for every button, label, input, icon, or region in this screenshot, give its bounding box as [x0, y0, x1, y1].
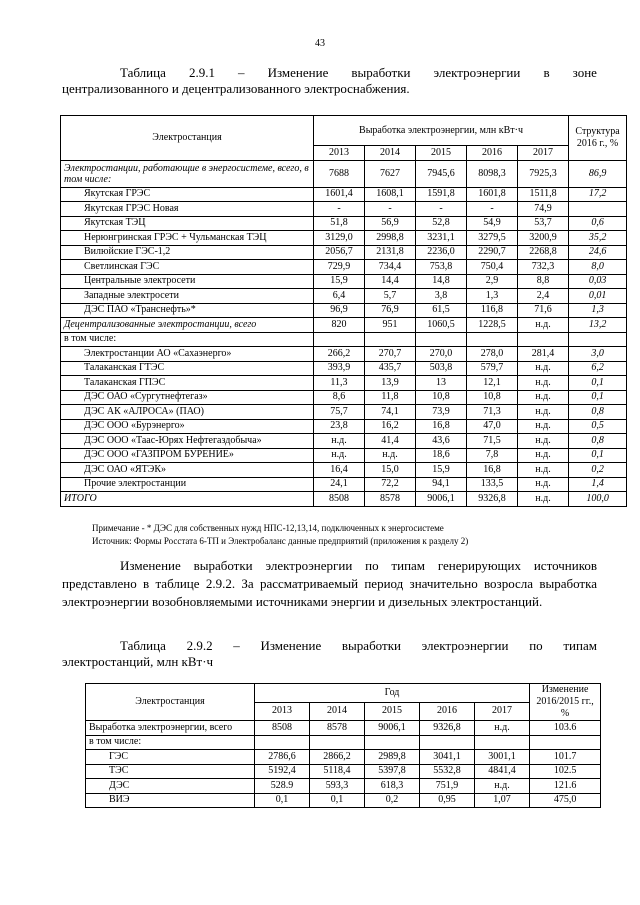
output-value: 435,7: [365, 361, 416, 376]
table-row: [61, 289, 627, 304]
table-row: [86, 764, 601, 779]
output-value: 54,9: [467, 216, 518, 231]
table-2-9-1: [60, 115, 627, 507]
station-name: ИТОГО: [61, 492, 314, 507]
station-name: Якутская ТЭЦ: [61, 216, 314, 231]
table-row: [86, 779, 601, 794]
table-row: [61, 187, 627, 202]
output-value: 7945,6: [416, 160, 467, 187]
output-value: [365, 332, 416, 347]
output-value: 12,1: [467, 376, 518, 391]
output-value: 732,3: [518, 260, 569, 275]
header-structure: [569, 116, 627, 161]
header-structure-text: Структура 2016 г., %: [575, 125, 620, 149]
change-value: 121.6: [530, 779, 601, 794]
structure-value: 17,2: [569, 187, 627, 202]
change-value: 102.5: [530, 764, 601, 779]
output-value: 2236,0: [416, 245, 467, 260]
table-row: [61, 448, 627, 463]
output-value: 2,9: [467, 274, 518, 289]
table1-notes: [62, 522, 622, 548]
caption-line: электростанций, млн кВт·ч: [62, 654, 214, 669]
output-value: 11,8: [365, 390, 416, 405]
output-value: 51,8: [314, 216, 365, 231]
year-value: н.д.: [475, 779, 530, 794]
table-row: [61, 361, 627, 376]
structure-value: 0,1: [569, 376, 627, 391]
change-value: 475,0: [530, 793, 601, 808]
station-name: Вилюйские ГЭС-1,2: [61, 245, 314, 260]
output-value: 74,1: [365, 405, 416, 420]
output-value: 7688: [314, 160, 365, 187]
change-value: 103.6: [530, 721, 601, 736]
table-row: [61, 245, 627, 260]
caption-word: выработки: [351, 65, 411, 80]
output-value: [467, 332, 518, 347]
output-value: 266,2: [314, 347, 365, 362]
structure-value: 100,0: [569, 492, 627, 507]
structure-value: 0,2: [569, 463, 627, 478]
year-value: 0,2: [365, 793, 420, 808]
output-value: н.д.: [518, 318, 569, 333]
output-value: 18,6: [416, 448, 467, 463]
year-header: 2017: [475, 702, 530, 721]
structure-value: [569, 202, 627, 217]
year-value: 618,3: [365, 779, 420, 794]
output-value: [314, 332, 365, 347]
output-value: -: [314, 202, 365, 217]
table1-note: Примечание - * ДЭС для собственных нужд НПС-12,13,14, подключенных к энергосистеме: [92, 523, 444, 533]
output-value: 8578: [365, 492, 416, 507]
station-name: в том числе:: [61, 332, 314, 347]
output-value: 72,2: [365, 477, 416, 492]
station-name: Якутская ГРЭС: [61, 187, 314, 202]
output-value: 9326,8: [467, 492, 518, 507]
year-value: 9006,1: [365, 721, 420, 736]
year-value: 0,95: [420, 793, 475, 808]
table1-source: Источник: Формы Росстата 6-ТП и Электробаланс данные предприятий (приложения к разделу 2): [92, 536, 469, 546]
year-value: 3041,1: [420, 750, 475, 765]
header-station: Электростанция: [61, 116, 314, 161]
year-value: 3001,1: [475, 750, 530, 765]
caption-word: Таблица: [120, 638, 166, 653]
structure-value: 0,1: [569, 390, 627, 405]
output-value: 24,1: [314, 477, 365, 492]
output-value: 8,8: [518, 274, 569, 289]
output-value: 94,1: [416, 477, 467, 492]
structure-value: 0,8: [569, 405, 627, 420]
table-row: [61, 216, 627, 231]
output-value: -: [365, 202, 416, 217]
page-number: 43: [315, 38, 325, 49]
output-value: 10,8: [416, 390, 467, 405]
output-value: 281,4: [518, 347, 569, 362]
caption-word: электроэнергии: [421, 638, 509, 653]
station-type: ВИЭ: [86, 793, 255, 808]
output-value: 1060,5: [416, 318, 467, 333]
output-value: 5,7: [365, 289, 416, 304]
station-name: ДЭС ООО «Таас-Юрях Нефтегаздобыча»: [61, 434, 314, 449]
output-value: 7925,3: [518, 160, 569, 187]
output-value: н.д.: [518, 492, 569, 507]
table-row: [61, 463, 627, 478]
output-value: 56,9: [365, 216, 416, 231]
output-value: 16,2: [365, 419, 416, 434]
structure-value: 0,01: [569, 289, 627, 304]
output-value: 270,0: [416, 347, 467, 362]
output-value: 11,3: [314, 376, 365, 391]
year-value: [420, 735, 475, 750]
output-value: 3231,1: [416, 231, 467, 246]
year-header: 2017: [518, 146, 569, 161]
output-value: 2268,8: [518, 245, 569, 260]
year-header: 2016: [420, 702, 475, 721]
year-value: н.д.: [475, 721, 530, 736]
structure-value: 35,2: [569, 231, 627, 246]
output-value: 96,9: [314, 303, 365, 318]
station-name: ДЭС ПАО «Транснефть»*: [61, 303, 314, 318]
output-value: н.д.: [518, 434, 569, 449]
output-value: 3129,0: [314, 231, 365, 246]
year-header: 2016: [467, 146, 518, 161]
output-value: 278,0: [467, 347, 518, 362]
output-value: 1,3: [467, 289, 518, 304]
output-value: 14,8: [416, 274, 467, 289]
output-value: 15,9: [416, 463, 467, 478]
output-value: 503,8: [416, 361, 467, 376]
output-value: [416, 332, 467, 347]
output-value: 9006,1: [416, 492, 467, 507]
caption-word: в: [543, 65, 550, 80]
table-row: [61, 202, 627, 217]
structure-value: 6,2: [569, 361, 627, 376]
output-value: н.д.: [365, 448, 416, 463]
year-header: 2014: [310, 702, 365, 721]
year-value: 0,1: [310, 793, 365, 808]
table-row: [86, 721, 601, 736]
output-value: 2,4: [518, 289, 569, 304]
table1-caption: [62, 65, 597, 97]
year-value: 1,07: [475, 793, 530, 808]
output-value: 74,9: [518, 202, 569, 217]
table-row: [61, 303, 627, 318]
output-value: н.д.: [518, 463, 569, 478]
output-value: 2056,7: [314, 245, 365, 260]
station-name: Электростанции, работающие в энергосистеме, всего, в том числе:: [61, 160, 314, 187]
output-value: н.д.: [518, 390, 569, 405]
output-value: -: [416, 202, 467, 217]
station-name: Децентрализованные электростанции, всего: [61, 318, 314, 333]
year-value: 5397,8: [365, 764, 420, 779]
year-value: 5118,4: [310, 764, 365, 779]
output-value: 71,3: [467, 405, 518, 420]
output-value: 1591,8: [416, 187, 467, 202]
caption-word: выработки: [341, 638, 401, 653]
table-row: [61, 274, 627, 289]
output-value: 6,4: [314, 289, 365, 304]
change-value: 101.7: [530, 750, 601, 765]
output-value: н.д.: [518, 361, 569, 376]
table-row: [61, 376, 627, 391]
output-value: н.д.: [518, 376, 569, 391]
caption-word: по: [529, 638, 543, 653]
output-value: 16,8: [467, 463, 518, 478]
output-value: 1601,8: [467, 187, 518, 202]
station-name: Нерюнгринская ГРЭС + Чульманская ТЭЦ: [61, 231, 314, 246]
year-header: 2014: [365, 146, 416, 161]
output-value: 729,9: [314, 260, 365, 275]
station-type: ДЭС: [86, 779, 255, 794]
output-value: 750,4: [467, 260, 518, 275]
year-header: 2013: [314, 146, 365, 161]
output-value: 2131,8: [365, 245, 416, 260]
year-value: [310, 735, 365, 750]
year-value: 751,9: [420, 779, 475, 794]
station-name: Талаканская ГТЭС: [61, 361, 314, 376]
output-value: 734,4: [365, 260, 416, 275]
station-type: Выработка электроэнергии, всего: [86, 721, 255, 736]
output-value: 753,8: [416, 260, 467, 275]
year-value: 2989,8: [365, 750, 420, 765]
output-value: 2998,8: [365, 231, 416, 246]
table-row: [86, 750, 601, 765]
station-name: ДЭС АК «АЛРОСА» (ПАО): [61, 405, 314, 420]
output-value: 951: [365, 318, 416, 333]
output-value: [518, 332, 569, 347]
output-value: 2290,7: [467, 245, 518, 260]
structure-value: 8,0: [569, 260, 627, 275]
output-value: 8098,3: [467, 160, 518, 187]
output-value: 1228,5: [467, 318, 518, 333]
structure-value: 0,6: [569, 216, 627, 231]
output-value: 13,9: [365, 376, 416, 391]
output-value: 15,9: [314, 274, 365, 289]
output-value: н.д.: [314, 448, 365, 463]
body-paragraph: [62, 557, 597, 611]
year-value: 5192,4: [255, 764, 310, 779]
structure-value: 0,1: [569, 448, 627, 463]
structure-value: 1,3: [569, 303, 627, 318]
output-value: 820: [314, 318, 365, 333]
year-value: [365, 735, 420, 750]
station-name: Якутская ГРЭС Новая: [61, 202, 314, 217]
table-row: [61, 332, 627, 347]
output-value: 15,0: [365, 463, 416, 478]
station-name: Западные электросети: [61, 289, 314, 304]
output-value: 47,0: [467, 419, 518, 434]
table-row: [61, 419, 627, 434]
output-value: 1601,4: [314, 187, 365, 202]
structure-value: [569, 332, 627, 347]
table-row: [61, 260, 627, 275]
output-value: 73,9: [416, 405, 467, 420]
year-header: 2015: [365, 702, 420, 721]
station-name: ДЭС ОАО «ЯТЭК»: [61, 463, 314, 478]
change-value: [530, 735, 601, 750]
header-year: Год: [255, 684, 530, 703]
table-row: [86, 735, 601, 750]
output-value: 8508: [314, 492, 365, 507]
table-row: [86, 793, 601, 808]
year-header: 2015: [416, 146, 467, 161]
output-value: н.д.: [518, 477, 569, 492]
output-value: 23,8: [314, 419, 365, 434]
year-value: 8578: [310, 721, 365, 736]
station-name: Электростанции АО «Сахаэнерго»: [61, 347, 314, 362]
structure-value: 86,9: [569, 160, 627, 187]
station-type: ГЭС: [86, 750, 255, 765]
station-name: Талаканская ГПЭС: [61, 376, 314, 391]
output-value: 52,8: [416, 216, 467, 231]
output-value: 71,5: [467, 434, 518, 449]
output-value: 133,5: [467, 477, 518, 492]
table2-caption: [62, 638, 597, 670]
caption-word: Изменение: [260, 638, 322, 653]
caption-word: –: [238, 65, 245, 80]
table-row: [61, 231, 627, 246]
year-value: 4841,4: [475, 764, 530, 779]
caption-number: 2.9.2: [186, 638, 213, 653]
output-value: 3200,9: [518, 231, 569, 246]
year-value: 2786,6: [255, 750, 310, 765]
output-value: 71,6: [518, 303, 569, 318]
output-value: н.д.: [518, 405, 569, 420]
station-name: Светлинская ГЭС: [61, 260, 314, 275]
output-value: 1511,8: [518, 187, 569, 202]
station-name: Прочие электростанции: [61, 477, 314, 492]
structure-value: 13,2: [569, 318, 627, 333]
table-row: [61, 434, 627, 449]
header-change: [530, 684, 601, 721]
output-value: 7627: [365, 160, 416, 187]
output-value: 16,4: [314, 463, 365, 478]
year-value: [255, 735, 310, 750]
output-value: 116,8: [467, 303, 518, 318]
structure-value: 0,5: [569, 419, 627, 434]
station-name: Центральные электросети: [61, 274, 314, 289]
output-value: н.д.: [518, 419, 569, 434]
caption-word: электроэнергии: [433, 65, 521, 80]
structure-value: 24,6: [569, 245, 627, 260]
year-value: [475, 735, 530, 750]
output-value: 43,6: [416, 434, 467, 449]
station-type: ТЭС: [86, 764, 255, 779]
paragraph-text: Изменение выработки электроэнергии по типам генерирующих источников представлено в таблице 2.9.2. За рассматриваемый период значительно возросла выработка электроэнергии возобновляемыми источниками энергии и дизельных электростанций.: [62, 558, 597, 609]
caption-word: зоне: [572, 65, 597, 80]
output-value: 7,8: [467, 448, 518, 463]
station-type: в том числе:: [86, 735, 255, 750]
output-value: 579,7: [467, 361, 518, 376]
table-row: [61, 160, 627, 187]
year-value: 593,3: [310, 779, 365, 794]
header-output: Выработка электроэнергии, млн кВт·ч: [314, 116, 569, 146]
structure-value: 1,4: [569, 477, 627, 492]
header-change-text: Изменение 2016/2015 гг., %: [536, 684, 594, 719]
table-row: [61, 347, 627, 362]
year-value: 0,1: [255, 793, 310, 808]
output-value: -: [467, 202, 518, 217]
output-value: 41,4: [365, 434, 416, 449]
output-value: 76,9: [365, 303, 416, 318]
output-value: н.д.: [314, 434, 365, 449]
table-row: [61, 405, 627, 420]
station-name: ДЭС ООО «ГАЗПРОМ БУРЕНИЕ»: [61, 448, 314, 463]
structure-value: 0,03: [569, 274, 627, 289]
table-row: [61, 318, 627, 333]
year-header: 2013: [255, 702, 310, 721]
output-value: 61,5: [416, 303, 467, 318]
year-value: 528.9: [255, 779, 310, 794]
output-value: 10,8: [467, 390, 518, 405]
caption-word: Изменение: [267, 65, 329, 80]
station-name: ДЭС ОАО «Сургутнефтегаз»: [61, 390, 314, 405]
output-value: 3,8: [416, 289, 467, 304]
output-value: 53,7: [518, 216, 569, 231]
table-row: [61, 492, 627, 507]
station-name: ДЭС ООО «Бурэнерго»: [61, 419, 314, 434]
output-value: 270,7: [365, 347, 416, 362]
year-value: 5532,8: [420, 764, 475, 779]
caption-word: –: [233, 638, 240, 653]
header-station: Электростанция: [86, 684, 255, 721]
output-value: 3279,5: [467, 231, 518, 246]
output-value: 75,7: [314, 405, 365, 420]
output-value: 393,9: [314, 361, 365, 376]
output-value: 8,6: [314, 390, 365, 405]
output-value: 14,4: [365, 274, 416, 289]
caption-word: типам: [563, 638, 597, 653]
table-row: [61, 390, 627, 405]
caption-number: 2.9.1: [188, 65, 215, 80]
caption-line: централизованного и децентрализованного электроснабжения.: [62, 81, 410, 96]
table-2-9-2: [85, 683, 601, 808]
output-value: 13: [416, 376, 467, 391]
structure-value: 0,8: [569, 434, 627, 449]
year-value: 8508: [255, 721, 310, 736]
output-value: 16,8: [416, 419, 467, 434]
output-value: 1608,1: [365, 187, 416, 202]
table-row: [61, 477, 627, 492]
caption-word: Таблица: [120, 65, 166, 80]
output-value: н.д.: [518, 448, 569, 463]
year-value: 2866,2: [310, 750, 365, 765]
structure-value: 3,0: [569, 347, 627, 362]
year-value: 9326,8: [420, 721, 475, 736]
